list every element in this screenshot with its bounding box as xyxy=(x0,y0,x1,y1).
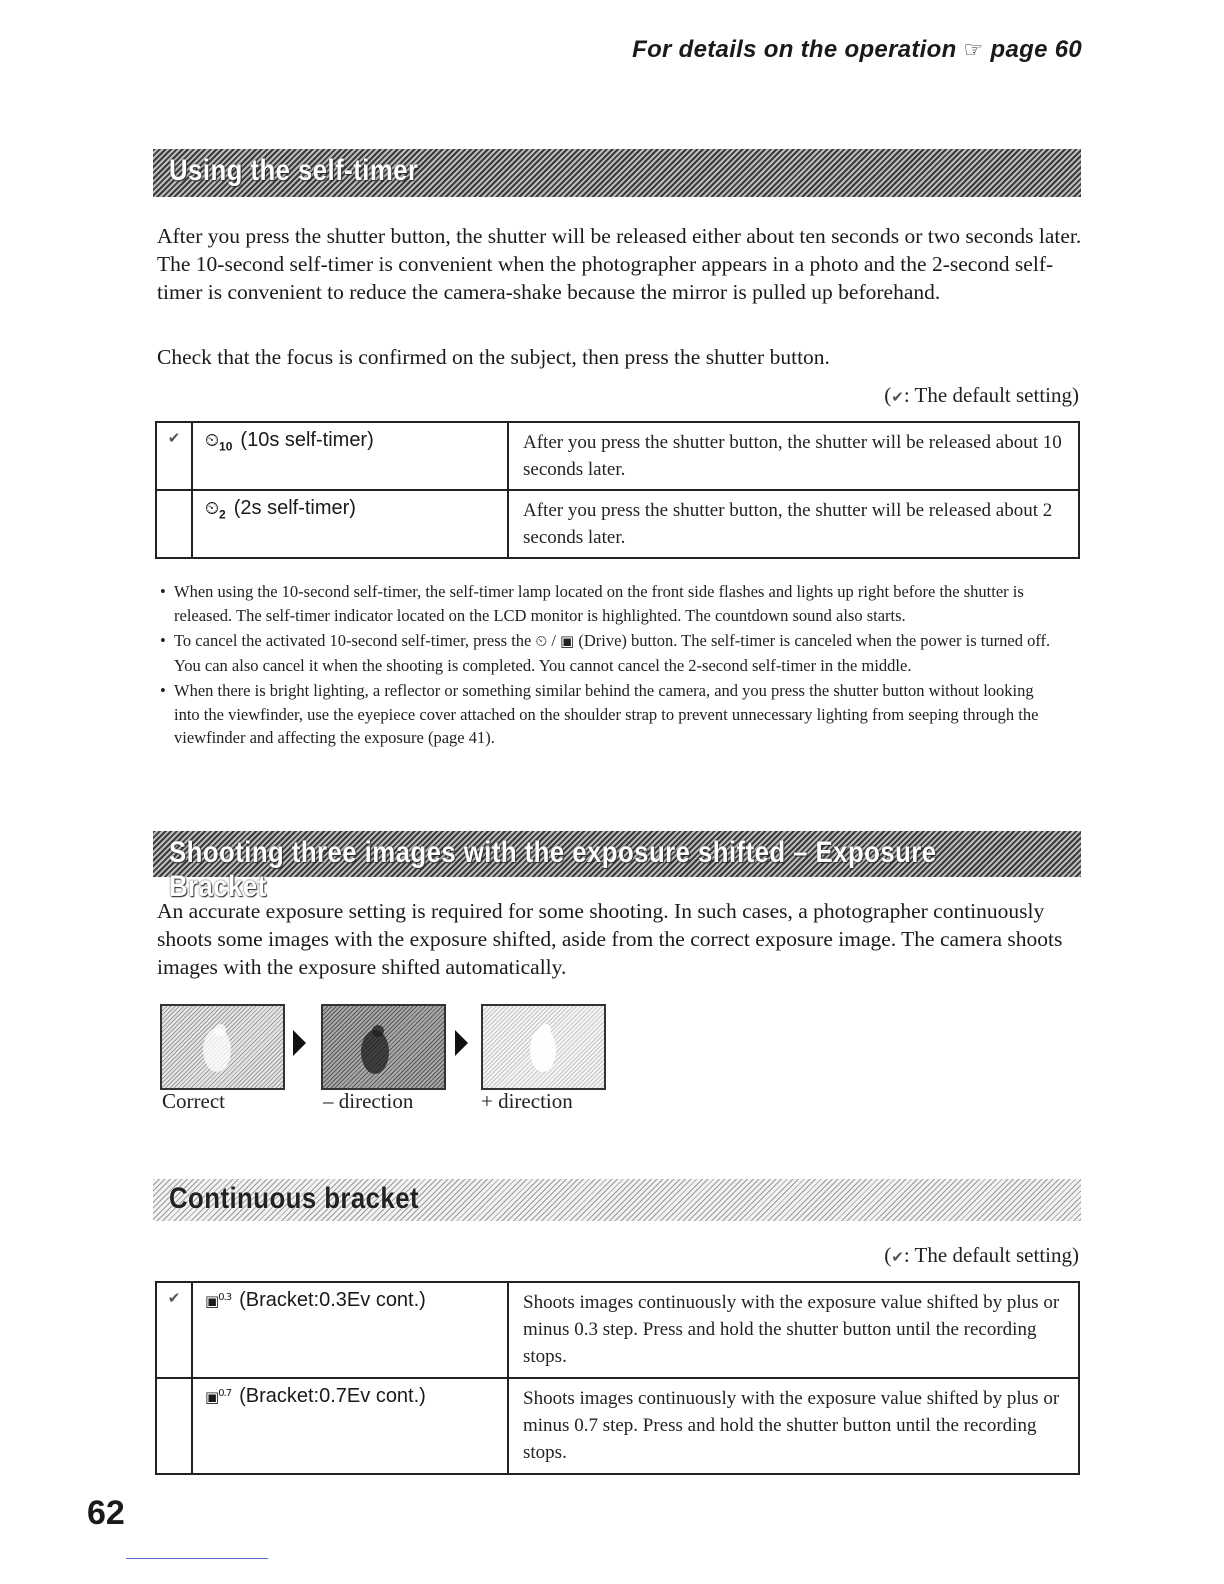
option-name: (Bracket:0.7Ev cont.) xyxy=(239,1385,426,1407)
continuous-bracket-table xyxy=(155,1281,1080,1475)
self-timer-icon: ⏲ xyxy=(535,632,548,650)
caption-minus-direction: – direction xyxy=(323,1089,414,1113)
default-check-cell xyxy=(156,422,192,490)
self-timer-2s-icon: $⏲_2$ xyxy=(205,498,226,522)
correct-exposure-image xyxy=(160,1004,285,1090)
checkmark-icon: ✔ xyxy=(891,390,904,406)
pointing-hand-icon: ☞ xyxy=(963,37,984,62)
self-timer-instruction-paragraph: Check that the focus is confirmed on the subject, then press the shutter button. xyxy=(157,345,830,369)
option-description: Shoots images continuously with the exposure value shifted by plus or minus 0.3 step. Press and hold the shutter button until the recording stops. xyxy=(508,1282,1079,1378)
page-header-reference xyxy=(632,36,1082,64)
exposure-bracket-paragraph: An accurate exposure setting is required for some shooting. In such cases, a photographer continuously shoots some images with the exposure shifted, aside from the correct exposure image. The camera shoots images with the exposure shifted automatically. xyxy=(157,899,1063,979)
plus-exposure-image xyxy=(481,1004,606,1090)
section-banner-exposure-bracket xyxy=(153,831,1081,903)
caption-correct: Correct xyxy=(162,1089,225,1113)
section-banner-self-timer xyxy=(153,149,1081,197)
table-row xyxy=(156,1282,1079,1378)
option-description: After you press the shutter button, the shutter will be released about 10 seconds later. xyxy=(508,422,1079,490)
arrow-right-icon xyxy=(293,1030,306,1056)
header-ref-page: page 60 xyxy=(990,36,1082,63)
self-timer-options-table xyxy=(155,421,1080,559)
bracket-0.7-icon: ▣$^{0.7}$ xyxy=(205,1388,232,1406)
checkmark-icon: ✔ xyxy=(167,431,181,447)
option-description: Shoots images continuously with the exposure value shifted by plus or minus 0.7 step. Press and hold the shutter button until the recording stops. xyxy=(508,1378,1079,1474)
section-title: Shooting three images with the exposure shifted – Exposure Bracket xyxy=(169,836,937,903)
footer-rule xyxy=(126,1558,268,1559)
section-title: Continuous bracket xyxy=(169,1182,420,1215)
minus-exposure-image xyxy=(321,1004,446,1090)
default-setting-note: (✔: The default setting) xyxy=(884,383,1079,407)
self-timer-10s-icon: $⏲_{10}$ xyxy=(205,430,233,454)
table-row xyxy=(156,1378,1079,1474)
option-name: (2s self-timer) xyxy=(233,497,356,519)
caption-plus-direction: + direction xyxy=(481,1089,573,1113)
checkmark-icon: ✔ xyxy=(167,1291,181,1307)
default-check-cell xyxy=(156,1282,192,1378)
arrow-right-icon xyxy=(455,1030,468,1056)
option-name: (Bracket:0.3Ev cont.) xyxy=(239,1289,426,1311)
note-item: • When there is bright lighting, a reflector or something similar behind the camera, and you press the shutter button without looking into the viewfinder, use the eyepiece cover attached on the shoulder strap to prevent unnecessary lighting from seeping through the viewfinder and affecting the exposure (page 41). xyxy=(160,679,1060,750)
bracket-0.3-icon: ▣$^{0.3}$ xyxy=(205,1292,232,1310)
drive-mode-icon: ▣ xyxy=(560,632,575,650)
section-title: Using the self-timer xyxy=(169,154,419,187)
note-item: • To cancel the activated 10-second self-timer, press the ⏲ / ▣ (Drive) button. The self-timer is canceled when the power is turned off. You can also cancel it when the shooting is completed. You cannot cancel the 2-second self-timer in the middle. xyxy=(160,629,1060,677)
option-name: (10s self-timer) xyxy=(240,429,374,451)
page-number: 62 xyxy=(87,1494,125,1532)
section-banner-continuous-bracket xyxy=(153,1179,1081,1221)
table-row xyxy=(156,490,1079,558)
option-description: After you press the shutter button, the shutter will be released about 2 seconds later. xyxy=(508,490,1079,558)
self-timer-intro-paragraph: After you press the shutter button, the shutter will be released either about ten seconds or two seconds later. The 10-second self-timer is convenient when the photographer appears in a photo and the 2-second self-timer is convenient to reduce the camera-shake because the mirror is pulled up beforehand. xyxy=(157,224,1082,304)
checkmark-icon: ✔ xyxy=(891,1250,904,1266)
note-item: • When using the 10-second self-timer, the self-timer lamp located on the front side flashes and lights up right before the shutter is released. The self-timer indicator located on the LCD monitor is highlighted. The countdown sound also starts. xyxy=(160,580,1060,627)
header-ref-text: For details on the operation xyxy=(632,36,957,63)
self-timer-notes xyxy=(160,580,1060,752)
table-row xyxy=(156,422,1079,490)
default-setting-note: (✔: The default setting) xyxy=(884,1243,1079,1267)
